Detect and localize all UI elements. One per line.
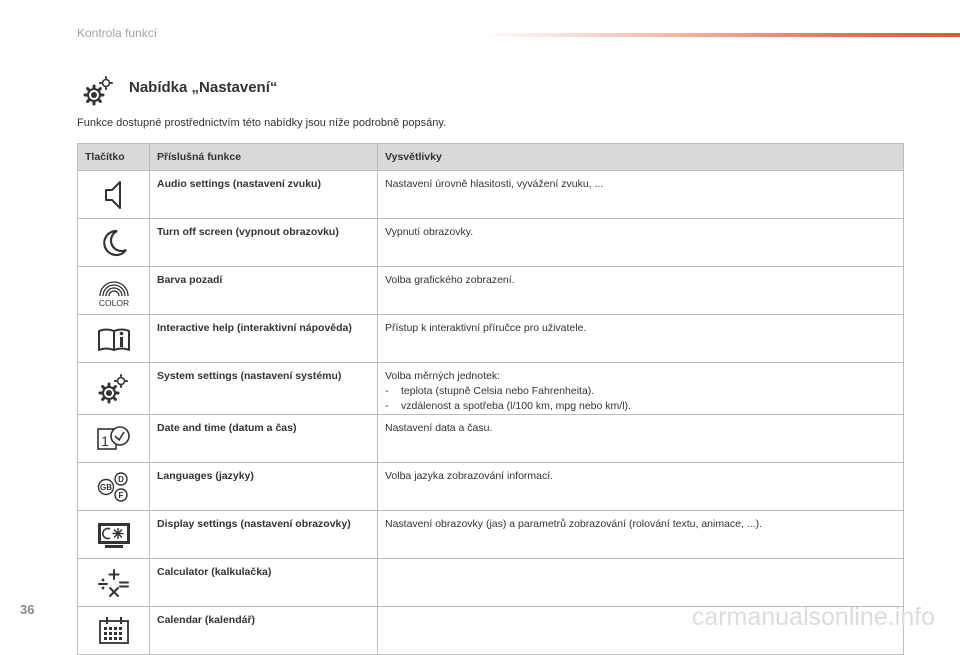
function-name: Turn off screen (vypnout obrazovku)	[150, 219, 378, 267]
explanation: Nastavení obrazovky (jas) a parametrů zobrazování (rolování textu, animace, ...).	[378, 511, 904, 559]
table-row	[78, 511, 904, 559]
display-settings-icon	[94, 518, 134, 552]
calculator-icon	[94, 566, 134, 600]
explanation: Přístup k interaktivní příručce pro uživatele.	[378, 315, 904, 363]
date-time-icon	[94, 422, 134, 456]
table-row	[78, 315, 904, 363]
function-name: Languages (jazyky)	[150, 463, 378, 511]
help-book-icon	[94, 322, 134, 356]
section-title: Nabídka „Nastavení“	[129, 79, 278, 96]
settings-table	[77, 143, 904, 655]
header-function: Příslušná funkce	[150, 144, 378, 171]
svg-text:GB: GB	[99, 482, 112, 492]
explanation: Volba jazyka zobrazování informací.	[378, 463, 904, 511]
header-accent-line	[480, 33, 960, 37]
color-icon	[92, 274, 136, 308]
color-icon-label: COLOR	[98, 297, 129, 308]
table-row	[78, 463, 904, 511]
function-name: System settings (nastavení systému)	[150, 363, 378, 415]
date-icon-label: 1	[100, 432, 109, 449]
svg-text:F: F	[118, 490, 123, 500]
table-row	[78, 171, 904, 219]
function-name: Barva pozadí	[150, 267, 378, 315]
explanation: Volba měrných jednotek: - teplota (stupně Celsia nebo Fahrenheita). - vzdálenost a spotřeba (l/100 km, mpg nebo km/l).	[378, 363, 904, 415]
function-name: Display settings (nastavení obrazovky)	[150, 511, 378, 559]
table-row	[78, 267, 904, 315]
table-row	[78, 559, 904, 607]
function-name: Audio settings (nastavení zvuku)	[150, 171, 378, 219]
speaker-icon	[97, 178, 131, 212]
header-title: Kontrola funkcí	[77, 26, 158, 40]
function-name: Date and time (datum a čas)	[150, 415, 378, 463]
moon-icon	[97, 226, 131, 260]
explanation: Vypnutí obrazovky.	[378, 219, 904, 267]
svg-text:D: D	[117, 474, 124, 484]
table-row	[78, 415, 904, 463]
explanation: Volba grafického zobrazení.	[378, 267, 904, 315]
watermark: carmanualsonline.info	[691, 603, 935, 631]
gears-icon	[97, 372, 131, 406]
header-explanation: Vysvětlivky	[378, 144, 904, 171]
explanation	[378, 559, 904, 607]
calendar-icon	[94, 614, 134, 648]
explanation: Nastavení úrovně hlasitosti, vyvážení zvuku, ...	[378, 171, 904, 219]
languages-icon	[94, 470, 134, 504]
page-number: 36	[20, 602, 35, 617]
header-button: Tlačítko	[78, 144, 150, 171]
function-name: Interactive help (interaktivní nápověda)	[150, 315, 378, 363]
table-header-row	[78, 144, 904, 171]
function-name: Calculator (kalkulačka)	[150, 559, 378, 607]
explanation: Nastavení data a času.	[378, 415, 904, 463]
table-row	[78, 363, 904, 415]
settings-gears-icon	[82, 74, 116, 108]
table-row	[78, 219, 904, 267]
function-name: Calendar (kalendář)	[150, 607, 378, 655]
section-intro: Funkce dostupné prostřednictvím této nabídky jsou níže podrobně popsány.	[77, 117, 447, 129]
